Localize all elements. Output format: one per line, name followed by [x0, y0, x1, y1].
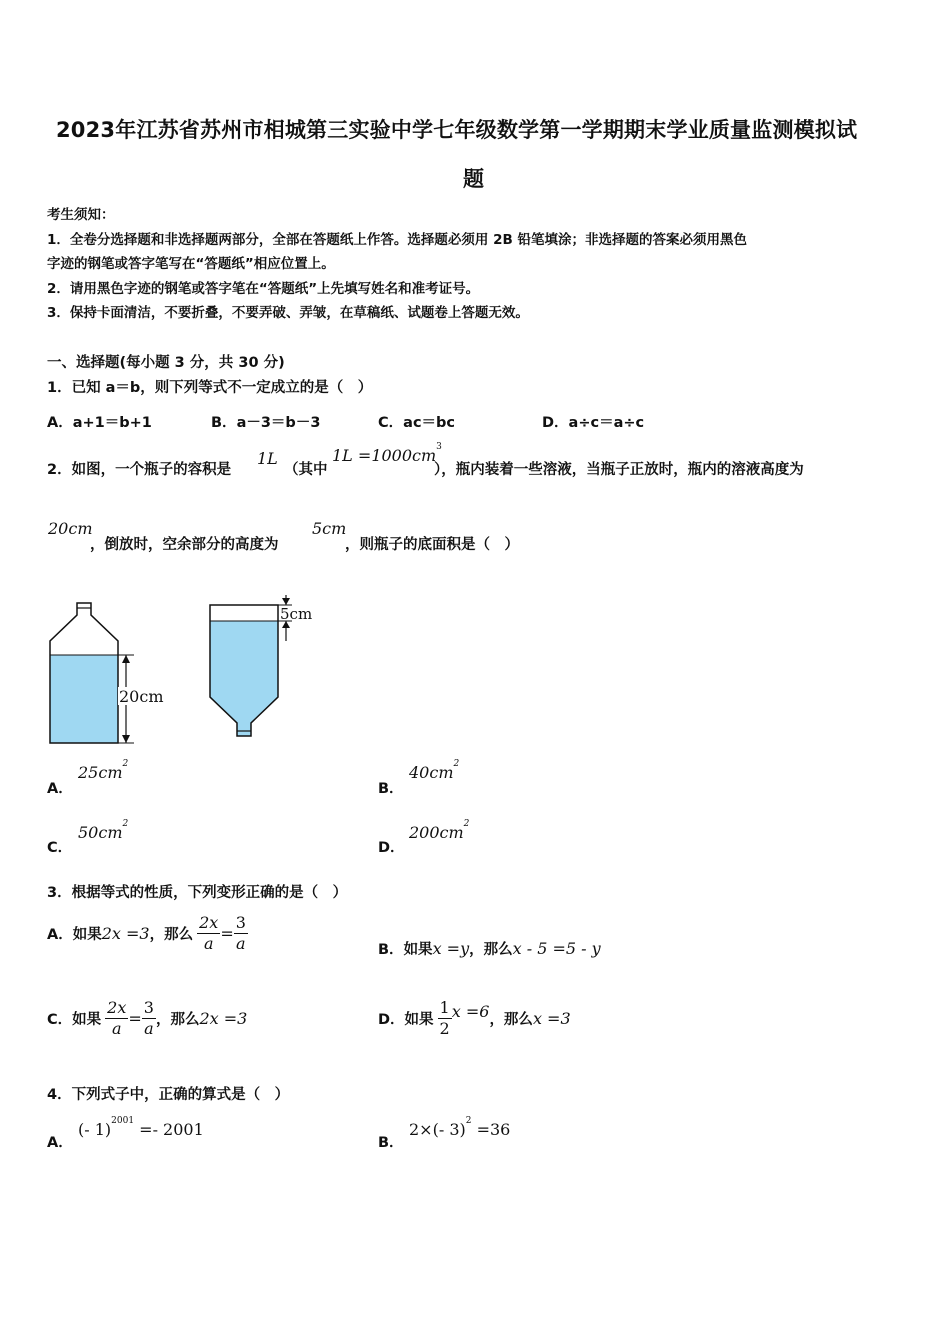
label-20cm: 20cm [119, 687, 164, 706]
q4-option-a-label: A． [47, 1135, 73, 1151]
q2-option-c-label: C． [47, 840, 73, 856]
q3-option-d: D． 如果 $\frac{1}{2}$ x =6 ，那么 x =3 [378, 998, 571, 1038]
page-title-line1: 2023年江苏省苏州市相城第三实验中学七年级数学第一学期期末学业质量监测模拟试 [56, 118, 858, 142]
label-5cm: 5cm [280, 605, 313, 623]
q2-option-b: $40cm^2$ [409, 759, 460, 782]
q2-height-upright: 20cm [48, 519, 93, 538]
q1-option-a: A．a+1＝b+1 [47, 415, 152, 431]
q2-volume: 1L [257, 449, 278, 468]
q4-option-a: (- 1)$^{2001}$ =- 2001 [78, 1116, 204, 1139]
q3-option-b: B． 如果 x =y ，那么 x - 5 =5 - y [378, 939, 601, 958]
notice-item-1a: 1．全卷分选择题和非选择题两部分，全部在答题纸上作答。选择题必须用 2B 铅笔填涂；非选择题的答案必须用黑色 [47, 232, 747, 248]
q2-option-d-label: D． [378, 840, 405, 856]
bottle-upright [50, 603, 168, 743]
q4-option-b: 2×(- 3)$^2$ =36 [409, 1116, 511, 1139]
q2-stem-part2: （其中 [284, 462, 328, 478]
notice-item-1b: 字迹的钢笔或答字笔写在“答题纸”相应位置上。 [47, 256, 335, 272]
q3-stem: 3．根据等式的性质，下列变形正确的是（ ） [47, 885, 348, 901]
page-title-line2: 题 [463, 167, 485, 191]
q2-option-c: $50cm^2$ [78, 819, 129, 842]
q2-stem-part4: ，倒放时，空余部分的高度为 [90, 537, 279, 553]
q1-option-c: C．ac＝bc [378, 415, 456, 431]
q2-stem-part3: ），瓶内装着一些溶液，当瓶子正放时，瓶内的溶液高度为 [434, 462, 804, 478]
q2-option-b-label: B． [378, 781, 404, 797]
q2-option-d: $200cm^2$ [409, 819, 470, 842]
q2-stem-part5: ，则瓶子的底面积是（ ） [345, 537, 519, 553]
notice-heading: 考生须知： [47, 207, 115, 223]
notice-item-3: 3．保持卡面清洁，不要折叠，不要弄破、弄皱，在草稿纸、试题卷上答题无效。 [47, 305, 529, 321]
q1-stem: 1．已知 a＝b，则下列等式不一定成立的是（ ） [47, 380, 373, 396]
bottle-figure [40, 595, 340, 755]
q4-stem: 4．下列式子中，正确的算式是（ ） [47, 1087, 290, 1103]
q2-height-inverted: 5cm [312, 519, 347, 538]
q2-option-a-label: A． [47, 781, 73, 797]
notice-item-2: 2．请用黑色字迹的钢笔或答字笔在“答题纸”上先填写姓名和准考证号。 [47, 281, 480, 297]
q3-option-a: A． 如果 2x =3 ，那么 $\frac{2x}{a}$ = $\frac{3}{a}$ [47, 913, 246, 953]
q2-volume-equation: $1L =1000cm^3$ [332, 442, 442, 465]
q2-stem-part1: 2．如图，一个瓶子的容积是 [47, 462, 232, 478]
q4-option-b-label: B． [378, 1135, 404, 1151]
q1-option-b: B．a－3＝b－3 [211, 415, 321, 431]
q3-option-c: C． 如果 $\frac{2x}{a}$ = $\frac{3}{a}$ ，那么 2x =3 [47, 998, 248, 1038]
q2-option-a: $25cm^2$ [78, 759, 129, 782]
q1-option-d: D．a÷c＝a÷c [542, 415, 645, 431]
section-heading: 一、选择题(每小题 3 分，共 30 分) [47, 355, 285, 371]
